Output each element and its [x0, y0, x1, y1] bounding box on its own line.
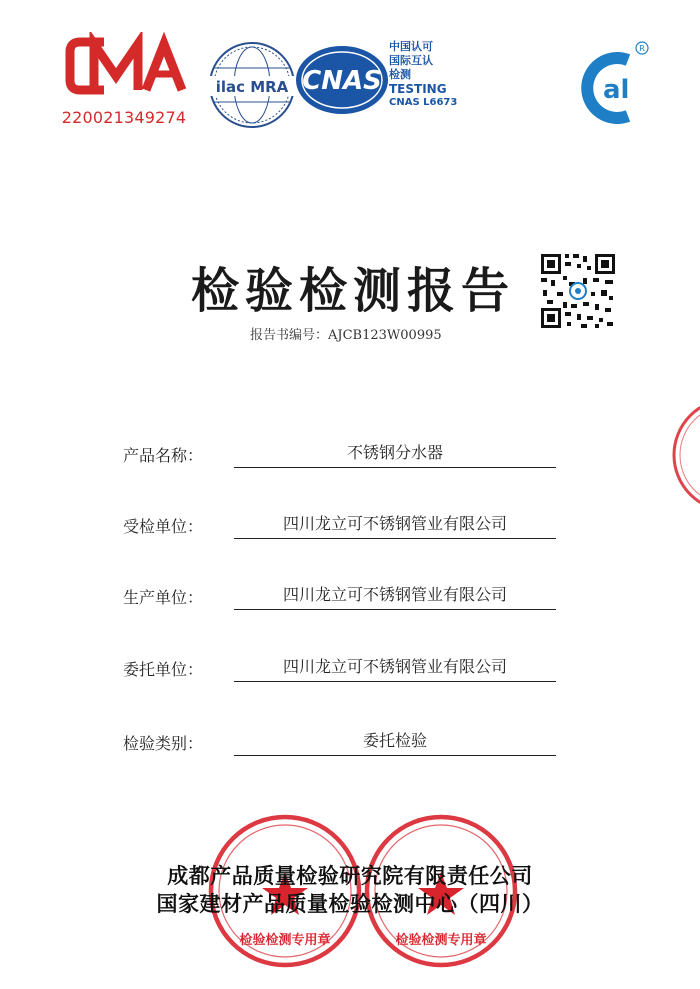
edge-seal-fragment — [660, 395, 700, 515]
ilac-globe-icon — [205, 38, 300, 133]
inspected-unit-value: 四川龙立可不锈钢管业有限公司 — [234, 511, 556, 539]
cnas-logo — [292, 42, 392, 118]
cnas-line-1: 中国认可 — [389, 40, 433, 53]
product-name-value: 不锈钢分水器 — [234, 440, 556, 468]
cnas-accreditation-text — [389, 40, 469, 110]
report-number: 报告书编号：AJCB123W00995 — [250, 328, 442, 343]
ilac-text: ilac MRA — [215, 78, 289, 96]
cal-logo — [566, 40, 676, 130]
report-title: 检验检测报告 — [190, 263, 515, 319]
client-unit-value: 四川龙立可不锈钢管业有限公司 — [234, 654, 556, 682]
organization-name-line-1: 成都产品质量检验研究院有限责任公司 — [167, 864, 533, 888]
client-unit-label: 委托单位： — [123, 660, 204, 679]
inspection-type-label: 检验类别： — [123, 734, 204, 753]
inspection-type-value: 委托检验 — [234, 728, 556, 756]
inspected-unit-label: 受检单位： — [123, 517, 204, 536]
right-seal-text: 检验检测专用章 — [395, 933, 487, 948]
cal-mark-icon — [566, 40, 676, 130]
svg-text:R: R — [639, 44, 645, 53]
cma-logo — [60, 32, 188, 132]
manufacturer-value: 四川龙立可不锈钢管业有限公司 — [234, 582, 556, 610]
manufacturer-label: 生产单位： — [123, 588, 204, 607]
product-name-label: 产品名称： — [123, 446, 204, 465]
cma-number: 220021349274 — [61, 108, 187, 127]
cnas-mark-icon — [292, 42, 392, 118]
cnas-line-3: 检测 — [389, 68, 411, 81]
cnas-line-4: TESTING — [389, 82, 447, 96]
cal-logo-text: al — [603, 75, 630, 105]
qr-code-icon — [539, 252, 617, 330]
cnas-line-2: 国际互认 — [389, 54, 433, 67]
left-seal-text: 检验检测专用章 — [239, 933, 331, 948]
cma-mark-icon — [60, 32, 188, 108]
organization-name-line-2: 国家建材产品质量检验检测中心（四川） — [156, 892, 544, 916]
cnas-logo-text: CNAS — [302, 66, 382, 96]
ilac-mra-logo — [205, 38, 300, 133]
cnas-line-5: CNAS L6673 — [389, 97, 458, 108]
